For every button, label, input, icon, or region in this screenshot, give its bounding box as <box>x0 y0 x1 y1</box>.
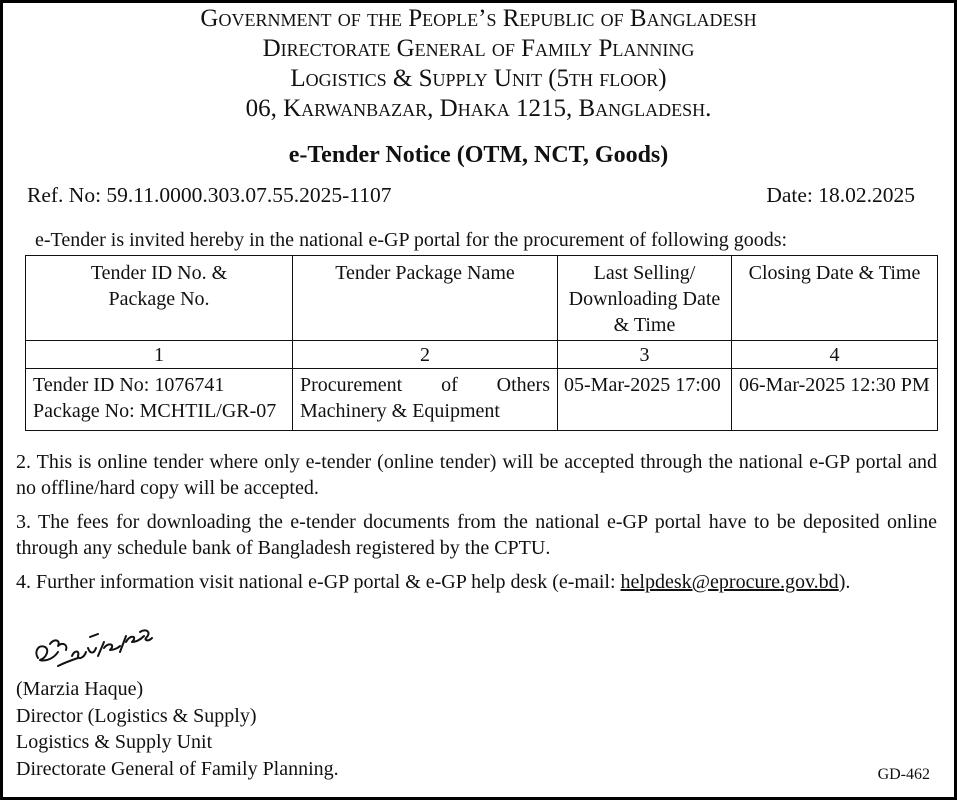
notice-date: Date: 18.02.2025 <box>766 183 915 207</box>
last-selling-date-cell: 05-Mar-2025 17:00 <box>558 369 732 431</box>
header-line: Last Selling/ <box>593 262 696 284</box>
clause-text: ). <box>838 571 851 593</box>
signatory-organization: Directorate General of Family Planning. <box>16 757 339 780</box>
letterhead-address: 06, Karwanbazar, Dhaka 1215, Bangladesh. <box>245 95 712 122</box>
signatory-designation: Director (Logistics & Supply) <box>16 704 257 727</box>
tender-id-cell <box>26 369 293 431</box>
letterhead-directorate: Directorate General of Family Planning <box>262 35 695 62</box>
clause-online-tender: 2. This is online tender where only e-tender (online tender) will be accepted through the national e-GP portal and no offline/hard copy will be accepted. <box>16 451 937 499</box>
helpdesk-email: helpdesk@eprocure.gov.bd <box>620 571 839 593</box>
header-last-selling-date <box>558 256 732 341</box>
letterhead-government: Government of the People’s Republic of Bangladesh <box>200 5 757 32</box>
clause-text: 4. Further information visit national e-GP portal & e-GP help desk (e-mail: <box>16 571 621 593</box>
notice-code: GD-462 <box>877 766 930 783</box>
clause-further-info <box>16 569 937 595</box>
reference-row <box>27 181 915 209</box>
notice-title: e-Tender Notice (OTM, NCT, Goods) <box>288 142 669 168</box>
letterhead <box>0 4 957 124</box>
column-number-row <box>26 341 938 369</box>
letterhead-unit: Logistics & Supply Unit (5th floor) <box>290 65 667 92</box>
signatory-name: (Marzia Haque) <box>16 678 144 700</box>
header-package-name <box>293 256 558 341</box>
header-line: Package No. <box>108 288 210 310</box>
table-header-row <box>26 256 938 341</box>
closing-date-cell: 06-Mar-2025 12:30 PM <box>732 369 938 431</box>
clause-fees: 3. The fees for downloading the e-tender documents from the national e-GP portal have to be deposited online through any schedule bank of Bangladesh registered by the CPTU. <box>16 511 937 559</box>
signatory-block <box>16 676 339 782</box>
signatory-unit: Logistics & Supply Unit <box>16 731 213 753</box>
column-number: 4 <box>732 341 938 369</box>
column-number: 2 <box>293 341 558 369</box>
header-line: Downloading Date <box>568 288 721 310</box>
package-name-cell: Procurement of Others Machinery & Equipment <box>293 369 558 431</box>
notice-clauses <box>16 449 937 603</box>
signature <box>28 622 156 670</box>
reference-number: Ref. No: 59.11.0000.303.07.55.2025-1107 <box>27 183 392 207</box>
package-no: Package No: MCHTIL/GR-07 <box>33 400 277 422</box>
table-row <box>26 369 938 431</box>
header-line: Closing Date & Time <box>748 262 921 284</box>
header-tender-id-package-no <box>26 256 293 341</box>
header-line: Tender ID No. & <box>90 262 228 284</box>
tender-table <box>25 255 938 431</box>
tender-id: Tender ID No: 1076741 <box>33 374 225 396</box>
intro-text: e-Tender is invited hereby in the national e-GP portal for the procurement of following goods: <box>35 229 788 251</box>
column-number: 3 <box>558 341 732 369</box>
header-line: Tender Package Name <box>335 262 515 284</box>
header-closing-date <box>732 256 938 341</box>
header-line: & Time <box>613 314 676 336</box>
column-number: 1 <box>26 341 293 369</box>
